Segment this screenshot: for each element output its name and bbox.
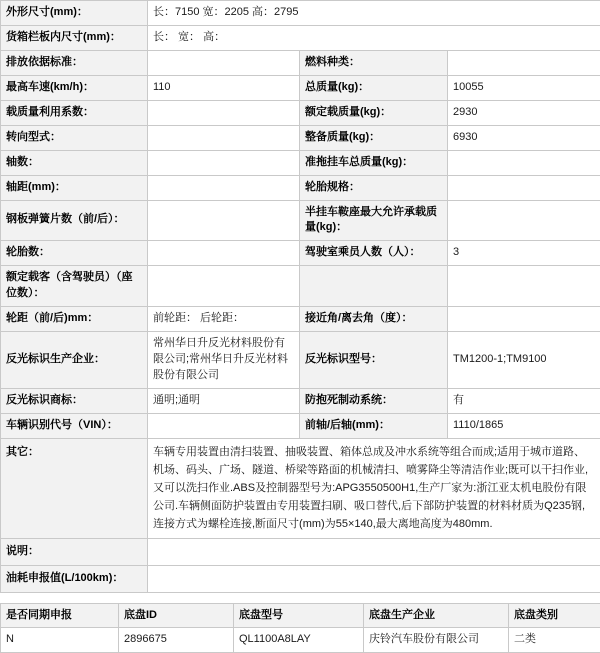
table-row [1, 25, 600, 50]
row-value-approach-angle [448, 307, 600, 332]
row-value-gross-mass: 10055 [448, 75, 600, 100]
row-value-trailer-mass [448, 150, 600, 175]
row-label-reflector-brand: 反光标识商标： [1, 388, 148, 413]
row-label-rated-passengers: 额定载客（含驾驶员）（座位数）： [1, 266, 148, 307]
row-value-note [148, 538, 600, 565]
row-label-wheelbase: 轴距(mm)： [1, 175, 148, 200]
row-label-tire-count: 轮胎数： [1, 241, 148, 266]
row-value-track-width: 前轮距： 后轮距： [148, 307, 300, 332]
table-row [1, 332, 600, 389]
row-value-curb-mass: 6930 [448, 125, 600, 150]
row-label-axle-track: 前轴/后轴(mm)： [300, 413, 448, 438]
row-label-trailer-mass: 准拖挂车总质量(kg)： [300, 150, 448, 175]
table-row [1, 266, 600, 307]
row-value-tire-spec [448, 175, 600, 200]
table-row [1, 565, 600, 592]
row-label-reflector-manufacturer: 反光标识生产企业： [1, 332, 148, 389]
row-value-cargo-box: 长： 宽： 高： [148, 25, 600, 50]
table-row [1, 175, 600, 200]
row-value-tire-count [148, 241, 300, 266]
table-row [1, 241, 600, 266]
row-label-max-speed: 最高车速(km/h)： [1, 75, 148, 100]
chassis-cell-model: QL1100A8LAY [234, 628, 364, 653]
row-label-load-coefficient: 载质量利用系数： [1, 100, 148, 125]
row-value-dimensions: 长：7150 宽：2205 高：2795 [148, 1, 600, 26]
row-label-note: 说明： [1, 538, 148, 565]
row-value-load-coefficient [148, 100, 300, 125]
row-value-abs: 有 [448, 388, 600, 413]
row-label-tire-spec: 轮胎规格： [300, 175, 448, 200]
row-value-max-speed: 110 [148, 75, 300, 100]
chassis-cell-category: 二类 [509, 628, 600, 653]
row-label-fuel-type: 燃料种类： [300, 50, 448, 75]
row-value-leaf-spring [148, 200, 300, 241]
row-value-reflector-model: TM1200-1;TM9100 [448, 332, 600, 389]
row-value-wheelbase [148, 175, 300, 200]
table-row [1, 538, 600, 565]
table-row [1, 307, 600, 332]
row-label-steering-type: 转向型式： [1, 125, 148, 150]
row-value-axle-count [148, 150, 300, 175]
row-label-curb-mass: 整备质量(kg)： [300, 125, 448, 150]
table-row [1, 438, 600, 538]
chassis-cell-manufacturer: 庆铃汽车股份有限公司 [364, 628, 509, 653]
row-value-axle-track: 1110/1865 [448, 413, 600, 438]
row-label-other: 其它： [1, 438, 148, 538]
table-row [1, 1, 600, 26]
row-value-blank-a [448, 266, 600, 307]
row-value-other: 车辆专用装置由清扫装置、抽吸装置、箱体总成及冲水系统等组合而成;适用于城市道路、机场、码头、广场、隧道、桥梁等路面的机械清扫、喷雾降尘等清洁作业;既可以干扫作业,又可以洗扫作业.ABS及控制器型号为:APG3550500H1,生产厂家为:浙江亚太机电股份有限公司.车辆侧面防护装置由专用装置扫刷、吸口替代,后下部防护装置的材料材质为Q235钢,连接方式为螺栓连接,断面尺寸(mm)为55×140,最大离地高度为480mm. [148, 438, 600, 538]
table-row [1, 200, 600, 241]
chassis-cell-declared: N [1, 628, 119, 653]
row-label-fuel-consumption: 油耗申报值(L/100km)： [1, 565, 148, 592]
chassis-header-model: 底盘型号 [234, 603, 364, 628]
row-value-saddle-mass [448, 200, 600, 241]
row-label-abs: 防抱死制动系统： [300, 388, 448, 413]
row-label-cab-occupants: 驾驶室乘员人数（人）： [300, 241, 448, 266]
row-value-cab-occupants: 3 [448, 241, 600, 266]
row-value-vin [148, 413, 300, 438]
row-value-fuel-consumption [148, 565, 600, 592]
table-row [1, 413, 600, 438]
table-row [1, 628, 600, 653]
row-label-reflector-model: 反光标识型号： [300, 332, 448, 389]
row-label-cargo-box: 货箱栏板内尺寸(mm)： [1, 25, 148, 50]
row-value-reflector-brand: 通明;通明 [148, 388, 300, 413]
chassis-header-id: 底盘ID [119, 603, 234, 628]
row-value-rated-passengers [148, 266, 300, 307]
table-divider [0, 593, 600, 603]
row-label-track-width: 轮距（前/后)mm： [1, 307, 148, 332]
row-value-steering-type [148, 125, 300, 150]
table-row [1, 125, 600, 150]
table-row [1, 100, 600, 125]
row-value-reflector-manufacturer: 常州华日升反光材料股份有限公司;常州华日升反光材料股份有限公司 [148, 332, 300, 389]
chassis-cell-id: 2896675 [119, 628, 234, 653]
table-row [1, 50, 600, 75]
row-label-axle-count: 轴数： [1, 150, 148, 175]
chassis-header-row [1, 603, 600, 628]
row-label-saddle-mass: 半挂车鞍座最大允许承载质量(kg)： [300, 200, 448, 241]
row-label-leaf-spring: 钢板弹簧片数（前/后）： [1, 200, 148, 241]
table-row [1, 150, 600, 175]
chassis-header-declared: 是否同期申报 [1, 603, 119, 628]
chassis-table [0, 603, 600, 653]
row-label-vin: 车辆识别代号（VIN）： [1, 413, 148, 438]
row-label-approach-angle: 接近角/离去角（度）： [300, 307, 448, 332]
row-value-fuel-type [448, 50, 600, 75]
row-value-emission-standard [148, 50, 300, 75]
table-row [1, 388, 600, 413]
row-label-gross-mass: 总质量(kg)： [300, 75, 448, 100]
chassis-header-manufacturer: 底盘生产企业 [364, 603, 509, 628]
row-value-rated-load: 2930 [448, 100, 600, 125]
row-label-blank-a [300, 266, 448, 307]
table-row [1, 75, 600, 100]
row-label-dimensions: 外形尺寸(mm)： [1, 1, 148, 26]
row-label-emission-standard: 排放依据标准： [1, 50, 148, 75]
chassis-header-category: 底盘类别 [509, 603, 600, 628]
row-label-rated-load: 额定载质量(kg)： [300, 100, 448, 125]
